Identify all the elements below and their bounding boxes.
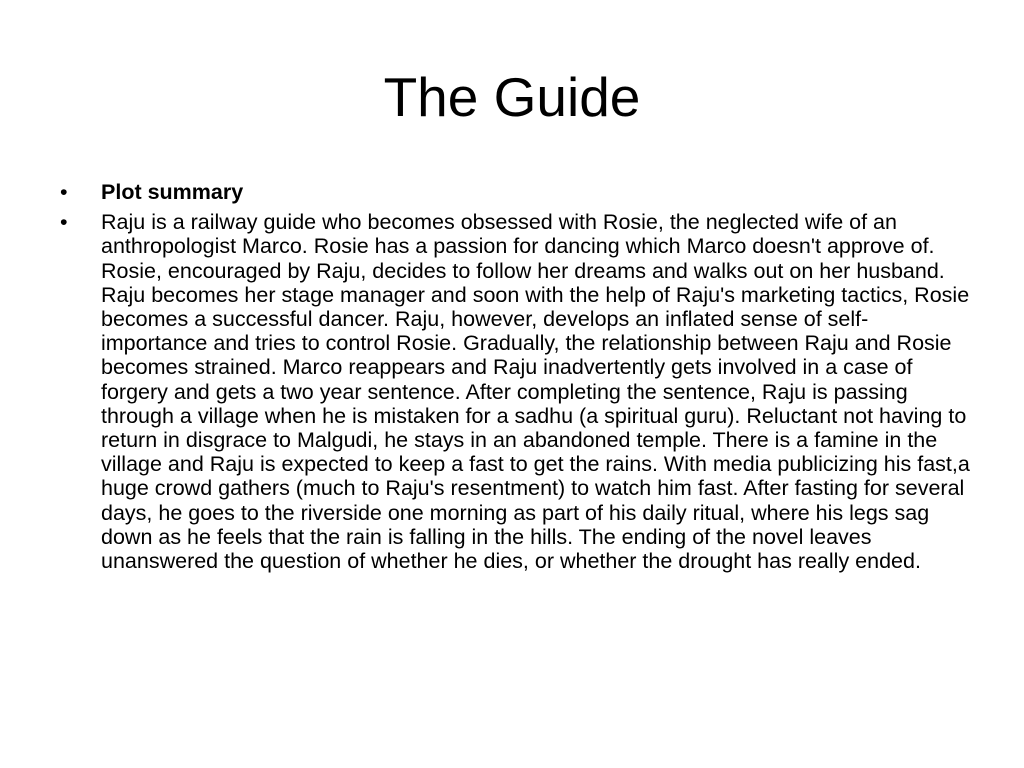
bullet-marker: • <box>60 180 68 204</box>
plot-summary-heading: Plot summary <box>101 180 244 204</box>
bullet-list <box>60 180 970 579</box>
bullet-plot-summary <box>60 180 970 204</box>
summary-paragraph: Raju is a railway guide who becomes obsessed with Rosie, the neglected wife of an anthropologist Marco. Rosie has a passion for dancing which Marco doesn't approve of. Rosie, encouraged by Raju, decides to follow her dreams and walks out on her husband. Raju becomes her stage manager and soon with the help of Raju's marketing tactics, Rosie becomes a successful dancer. Raju, however, develops an inflated sense of self-importance and tries to control Rosie. Gradually, the relationship between Raju and Rosie becomes strained. Marco reappears and Raju inadvertently gets involved in a case of forgery and gets a two year sentence. After completing the sentence, Raju is passing through a village when he is mistaken for a sadhu (a spiritual guru). Reluctant not having to return in disgrace to Malgudi, he stays in an abandoned temple. There is a famine in the village and Raju is expected to keep a fast to get the rains. With media publicizing his fast,a huge crowd gathers (much to Raju's resentment) to watch him fast. After fasting for several days, he goes to the riverside one morning as part of his daily ritual, where his legs sag down as he feels that the rain is falling in the hills. The ending of the novel leaves unanswered the question of whether he dies, or whether the drought has really ended. <box>101 210 970 574</box>
slide-title: The Guide <box>383 66 641 128</box>
bullet-summary-text <box>60 210 970 573</box>
bullet-marker: • <box>60 210 68 235</box>
